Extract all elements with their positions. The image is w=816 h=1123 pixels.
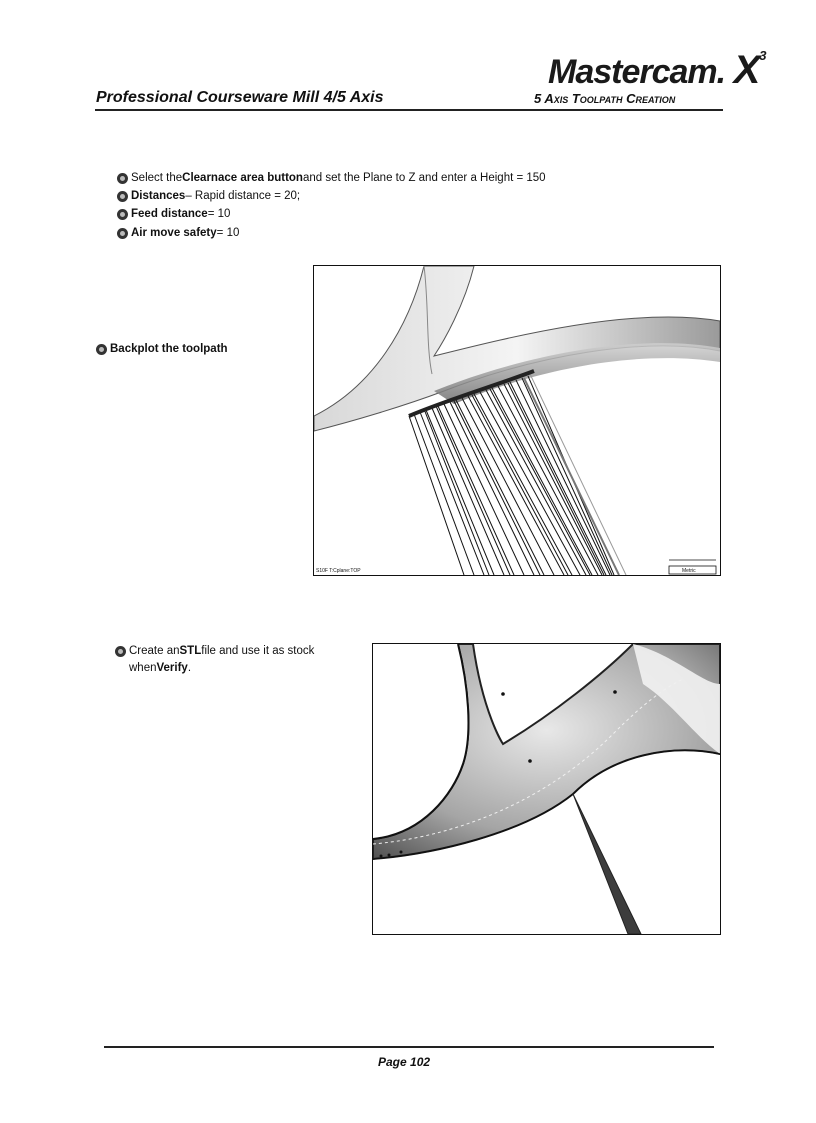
step-clearance: Select the Clearnace area button and set the Plane to Z and enter a Height = 150 xyxy=(117,172,546,184)
step-stl: Create an STL file and use it as stock xyxy=(115,645,314,657)
backplot-screenshot xyxy=(313,265,721,576)
page-number: Page 102 xyxy=(378,1055,431,1069)
status-text: S10F T:Cplane:TOP xyxy=(316,568,361,574)
bullet-icon xyxy=(117,173,128,184)
bullet-icon xyxy=(117,209,128,220)
bullet-icon xyxy=(96,344,107,355)
logo-sup: 3 xyxy=(759,48,766,63)
unit-label: Metric xyxy=(682,568,696,574)
footer-rule xyxy=(104,1046,714,1048)
bullet-icon xyxy=(117,228,128,239)
step-stl-continued: when Verify . xyxy=(129,662,192,674)
section-title: 5 Axis Toolpath Creation xyxy=(534,91,676,106)
bullet-icon xyxy=(117,191,128,202)
verify-screenshot xyxy=(372,643,721,935)
logo-word: Mastercam. xyxy=(548,53,726,91)
step-distances: Distances – Rapid distance = 20; xyxy=(117,190,300,202)
verify-drawing xyxy=(373,644,720,934)
step-feed-distance: Feed distance = 10 xyxy=(117,208,230,220)
bullet-icon xyxy=(115,646,126,657)
mastercam-logo xyxy=(548,48,765,93)
header-rule xyxy=(95,109,723,111)
step-backplot: Backplot the toolpath xyxy=(96,343,228,355)
logo-mark: $X^3$ xyxy=(733,48,766,92)
step-air-move: Air move safety = 10 xyxy=(117,227,239,239)
course-title: Professional Courseware Mill 4/5 Axis xyxy=(96,89,384,106)
backplot-drawing xyxy=(314,266,720,575)
